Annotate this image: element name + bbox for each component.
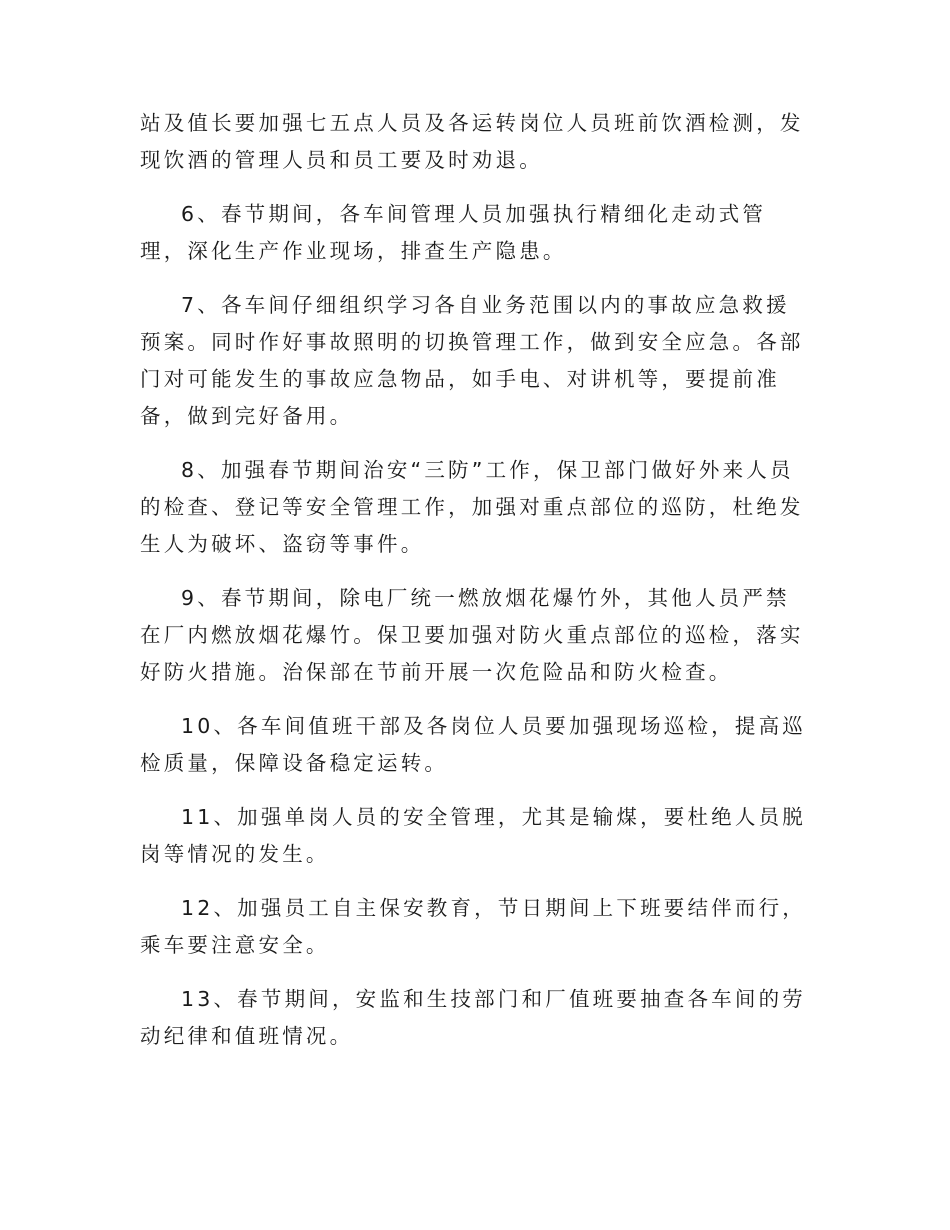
paragraph-item-12: 12、加强员工自主保安教育，节日期间上下班要结伴而行，乘车要注意安全。 <box>140 896 806 957</box>
document-body <box>140 105 808 1072</box>
paragraph-continuation: 站及值长要加强七五点人员及各运转岗位人员班前饮酒检测，发现饮酒的管理人员和员工要及时劝退。 <box>140 111 804 172</box>
paragraph-item-7: 7、各车间仔细组织学习各自业务范围以内的事故应急救援预案。同时作好事故照明的切换管理工作，做到安全应急。各部门对可能发生的事故应急物品，如手电、对讲机等，要提前准备，做到完好备用。 <box>140 293 804 428</box>
paragraph-item-8: 8、加强春节期间治安“三防”工作，保卫部门做好外来人员的检查、登记等安全管理工作，加强对重点部位的巡防，杜绝发生人为破坏、盗窃等事件。 <box>140 458 804 556</box>
paragraph-item-6: 6、春节期间，各车间管理人员加强执行精细化走动式管理，深化生产作业现场，排查生产隐患。 <box>140 202 767 263</box>
paragraph-item-9: 9、春节期间，除电厂统一燃放烟花爆竹外，其他人员严禁在厂内燃放烟花爆竹。保卫要加强对防火重点部位的巡检，落实好防火措施。治保部在节前开展一次危险品和防火检查。 <box>140 586 804 684</box>
paragraph-item-10: 10、各车间值班干部及各岗位人员要加强现场巡检，提高巡检质量，保障设备稳定运转。 <box>140 714 806 775</box>
paragraph-item-13: 13、春节期间，安监和生技部门和厂值班要抽查各车间的劳动纪律和值班情况。 <box>140 987 806 1048</box>
paragraph-item-11: 11、加强单岗人员的安全管理，尤其是输煤，要杜绝人员脱岗等情况的发生。 <box>140 805 806 866</box>
